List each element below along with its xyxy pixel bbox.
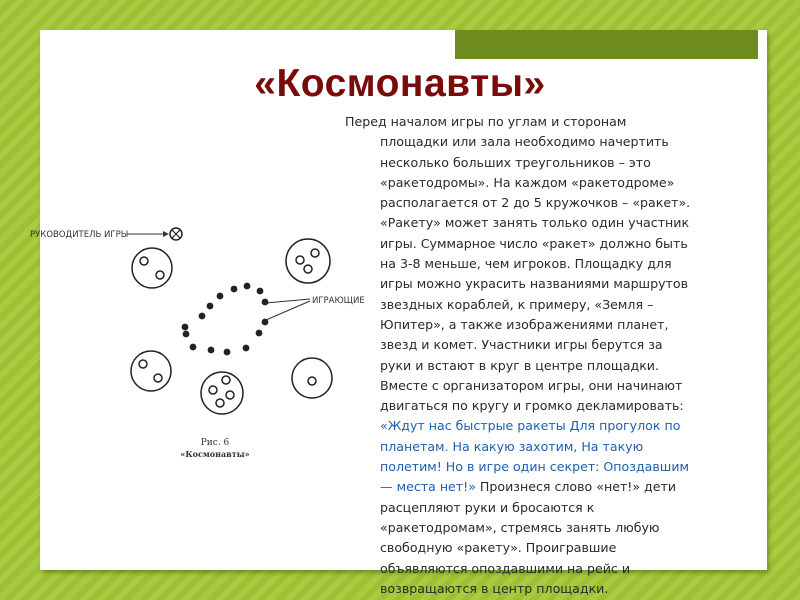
- text-line: руки и встают в круг в центре площадки.: [380, 357, 659, 373]
- text-line: двигаться по кругу и громко декламировать:: [380, 398, 684, 414]
- players-label: ИГРАЮЩИЕ: [312, 296, 365, 306]
- chant-line: полетим! Но в игре один секрет: Опоздавшим: [380, 459, 690, 475]
- text-line: звезд и комет. Участники игры берутся за: [380, 337, 663, 353]
- text-line: площадки или зала необходимо начертить: [380, 134, 669, 150]
- players-ring: [182, 283, 269, 356]
- page-title: «Космонавты»: [254, 62, 546, 105]
- text-line: на 3-8 меньше, чем игроков. Площадку для: [380, 256, 672, 272]
- caption-number: Рис. 6: [200, 438, 230, 448]
- leader-marker: [170, 228, 182, 240]
- figure-caption: [170, 437, 260, 460]
- text-line: возвращаются в центр площадки.: [380, 580, 609, 596]
- chant-line: «Ждут нас быстрые ракеты Для прогулок по: [380, 418, 681, 434]
- text-line: несколько больших треугольников – это: [380, 154, 651, 170]
- text-line: объявляются опоздавшими на рейс и: [380, 560, 631, 576]
- chant-line: планетам. На какую захотим, На такую: [380, 438, 644, 454]
- players-arrow-1: [266, 299, 310, 303]
- text-line: расцепляют руки и бросаются к: [380, 499, 595, 515]
- mixed-line: [345, 477, 765, 497]
- text-line: игры можно украсить названиями маршрутов: [380, 276, 688, 292]
- text-line: Вместе с организатором игры, они начинают: [380, 377, 683, 393]
- text-line: располагается от 2 до 5 кружочков – «ракет».: [380, 195, 691, 211]
- leader-arrowhead: [163, 231, 169, 237]
- players-arrow-2: [266, 301, 310, 320]
- rocket-pad: [131, 239, 332, 414]
- caption-title: «Космонавты»: [180, 449, 250, 459]
- chant-ending: — места нет!»: [380, 479, 476, 495]
- text-after-chant: Произнеся слово «нет!» дети: [475, 479, 677, 495]
- text-line: «Ракету» может занять только один участник: [380, 215, 690, 231]
- text-line: Юпитер», а также изображениями планет,: [380, 316, 669, 332]
- game-diagram: [30, 200, 370, 440]
- text-line: «ракетодромам», стремясь занять любую: [380, 519, 660, 535]
- text-line: «ракетодромы». На каждом «ракетодроме»: [380, 174, 675, 190]
- header-tab: [455, 30, 758, 59]
- body-text: [345, 112, 765, 599]
- leader-label: РУКОВОДИТЕЛЬ ИГРЫ: [30, 230, 129, 240]
- text-line: свободную «ракету». Проигравшие: [380, 540, 617, 556]
- text-line: игры. Суммарное число «ракет» должно быть: [380, 235, 688, 251]
- text-line: Перед началом игры по углам и сторонам: [345, 114, 627, 129]
- text-line: звездных кораблей, к примеру, «Земля –: [380, 296, 654, 312]
